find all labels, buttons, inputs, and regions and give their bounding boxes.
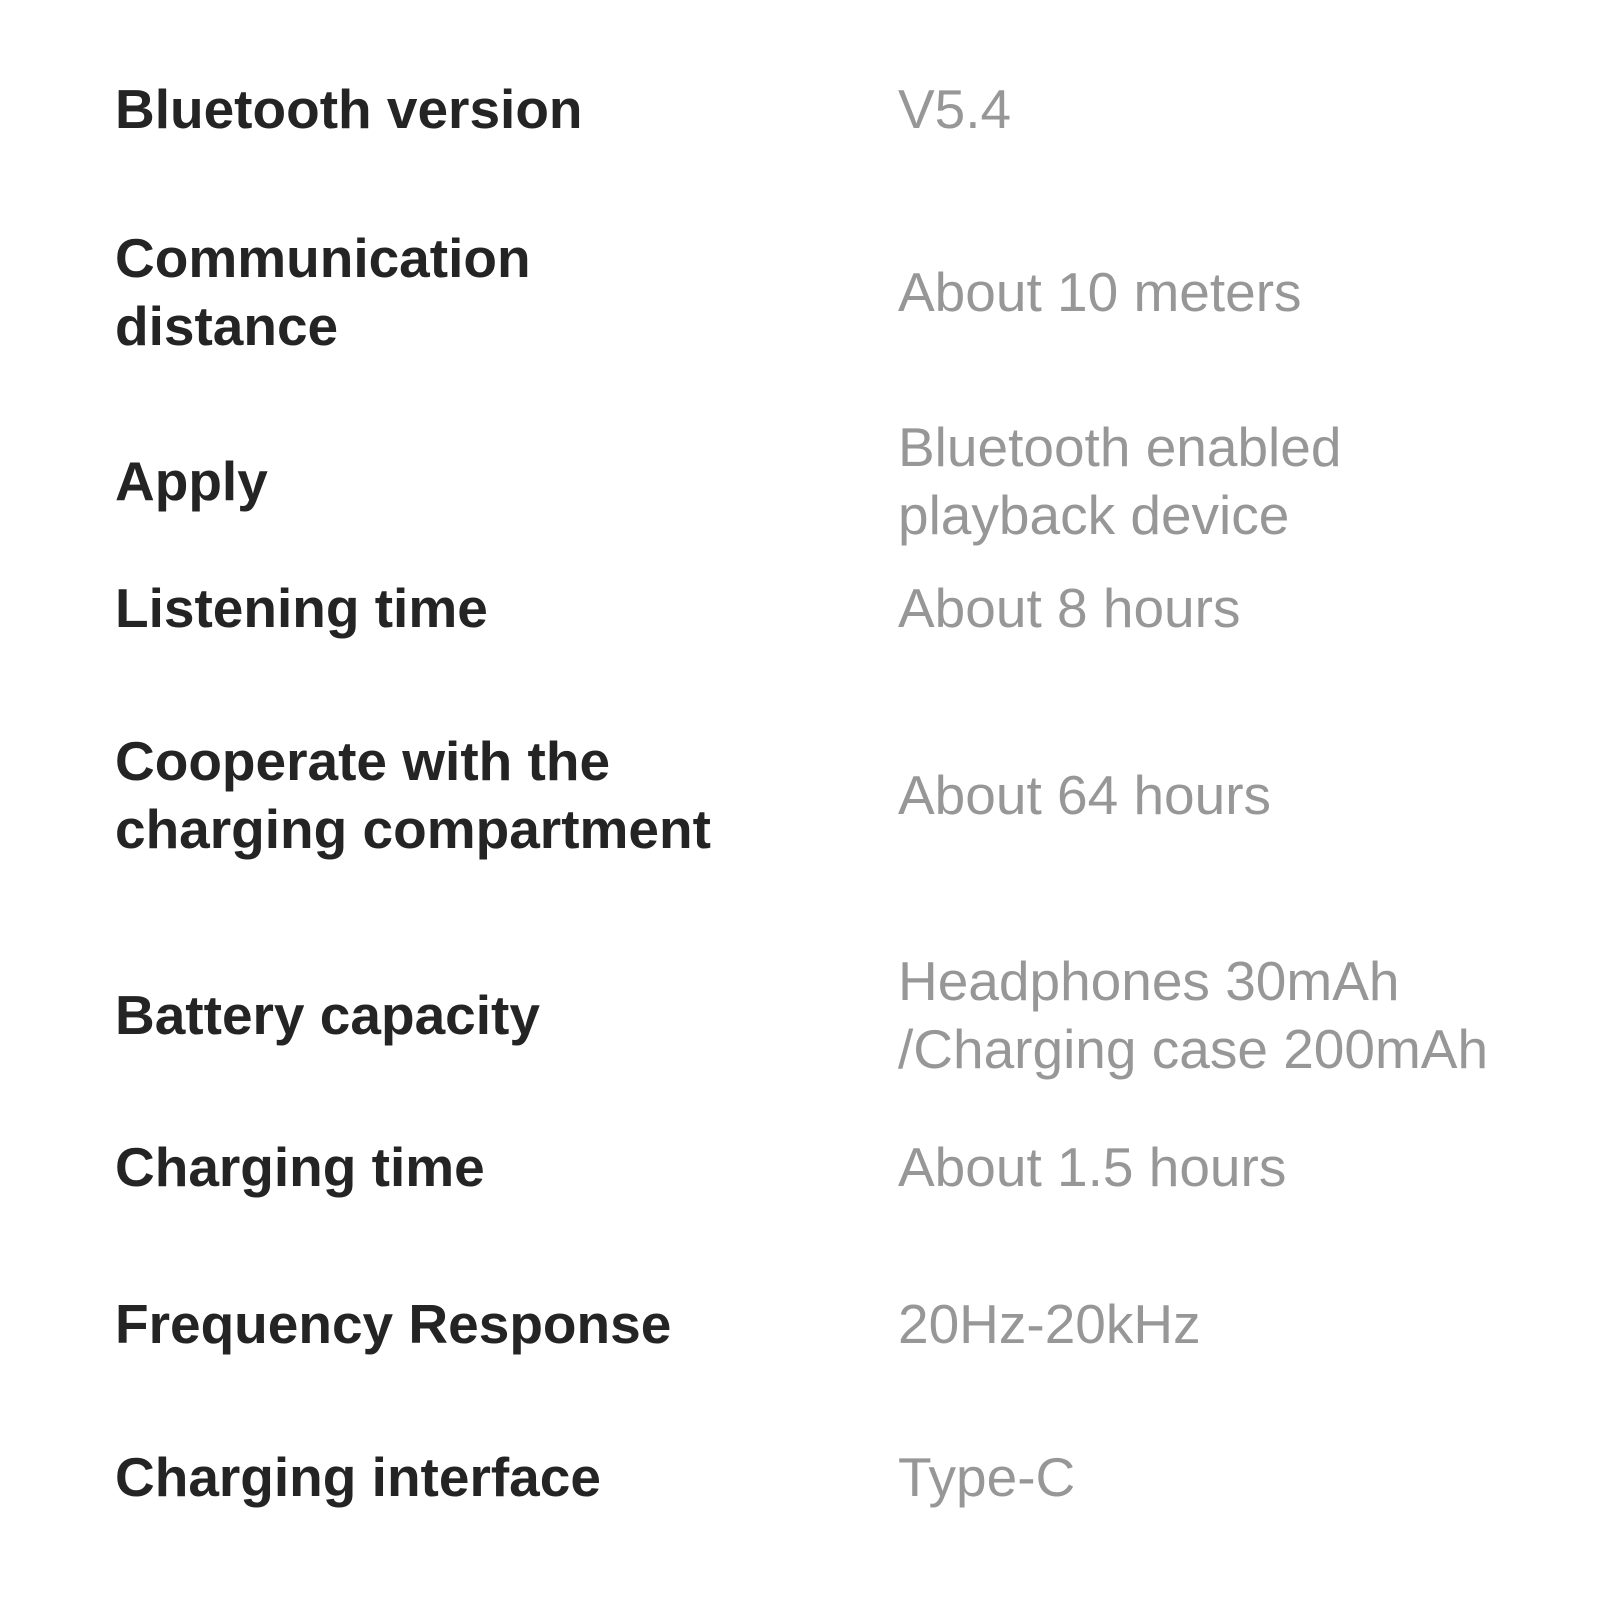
spec-value-line: About 10 meters — [898, 261, 1302, 323]
spec-label — [115, 981, 898, 1049]
spec-value-line: Bluetooth enabled — [898, 416, 1342, 478]
spec-value-line: playback device — [898, 484, 1290, 546]
spec-label — [115, 224, 898, 360]
spec-label-line: Apply — [115, 450, 268, 512]
spec-row — [115, 1133, 1550, 1201]
spec-row — [115, 413, 1550, 549]
spec-label — [115, 1133, 898, 1201]
spec-row — [115, 1443, 1550, 1511]
spec-label — [115, 447, 898, 515]
spec-row — [115, 574, 1550, 642]
spec-value — [898, 413, 1550, 549]
spec-value-line: 20Hz-20kHz — [898, 1293, 1201, 1355]
spec-label-line: distance — [115, 295, 339, 357]
spec-label — [115, 1290, 898, 1358]
spec-value — [898, 1443, 1550, 1511]
spec-label — [115, 574, 898, 642]
spec-label — [115, 1443, 898, 1511]
spec-value-line: Type-C — [898, 1446, 1076, 1508]
spec-row — [115, 947, 1550, 1083]
spec-value — [898, 75, 1550, 143]
spec-label-line: Charging interface — [115, 1446, 601, 1508]
spec-label-line: Charging time — [115, 1136, 485, 1198]
spec-value-line: /Charging case 200mAh — [898, 1018, 1489, 1080]
spec-row — [115, 75, 1550, 143]
spec-row — [115, 1290, 1550, 1358]
spec-label — [115, 727, 898, 863]
spec-label-line: Bluetooth version — [115, 78, 583, 140]
spec-value-line: V5.4 — [898, 78, 1012, 140]
spec-label-line: Battery capacity — [115, 984, 540, 1046]
spec-label-line: Cooperate with the — [115, 730, 611, 792]
spec-label — [115, 75, 898, 143]
spec-row — [115, 727, 1550, 863]
spec-label-line: Communication — [115, 227, 531, 289]
spec-value-line: About 1.5 hours — [898, 1136, 1287, 1198]
spec-label-line: charging compartment — [115, 798, 711, 860]
spec-value — [898, 1133, 1550, 1201]
spec-value — [898, 761, 1550, 829]
spec-value-line: About 64 hours — [898, 764, 1272, 826]
spec-value — [898, 1290, 1550, 1358]
spec-value — [898, 947, 1550, 1083]
spec-value-line: Headphones 30mAh — [898, 950, 1400, 1012]
spec-value — [898, 258, 1550, 326]
spec-label-line: Frequency Response — [115, 1293, 672, 1355]
spec-label-line: Listening time — [115, 577, 488, 639]
spec-value — [898, 574, 1550, 642]
spec-value-line: About 8 hours — [898, 577, 1241, 639]
spec-row — [115, 224, 1550, 360]
